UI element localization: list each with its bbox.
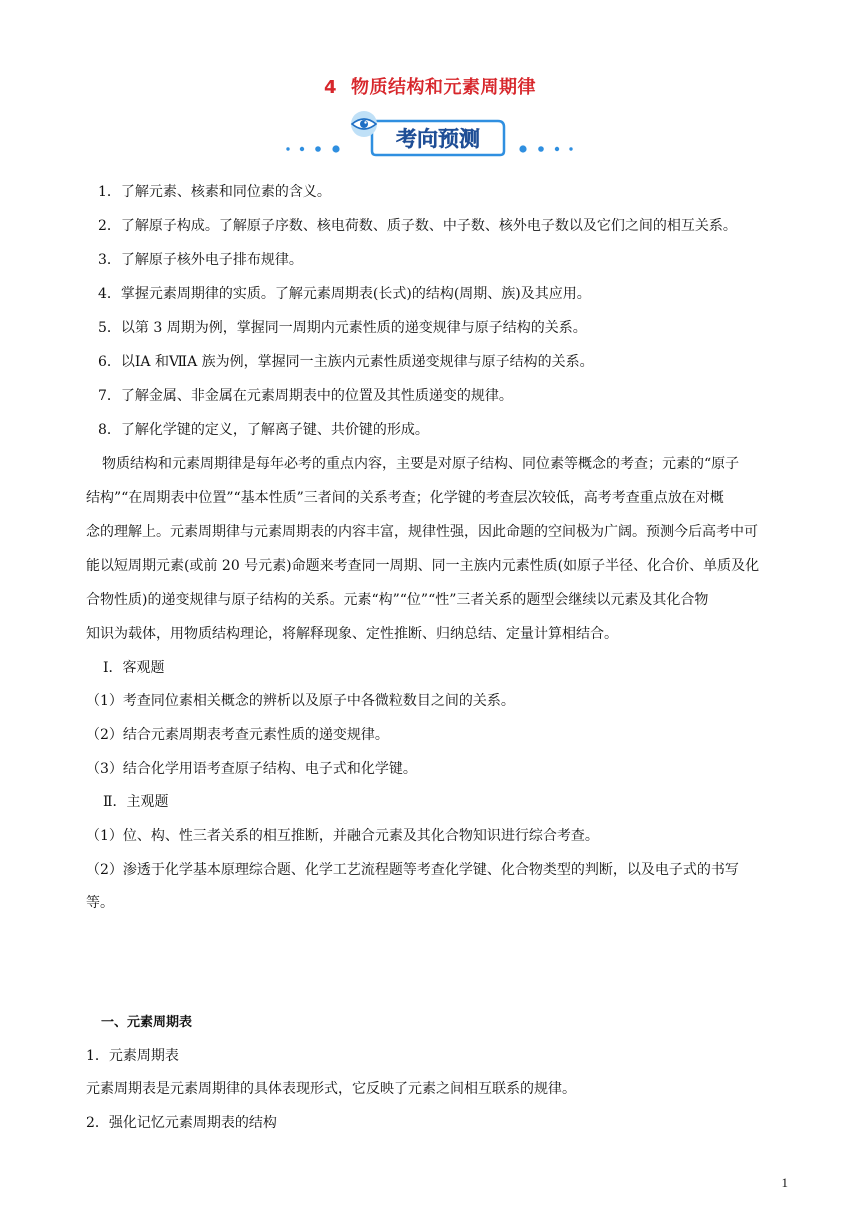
section-heading: 一、元素周期表 — [101, 1015, 193, 1030]
subjective-question-item: （1）位、构、性三者关系的相互推断，并融合元素及其化合物知识进行综合考查。 — [86, 828, 599, 844]
objective-item: 1．了解元素、核素和同位素的含义。 — [98, 184, 331, 200]
eye-icon — [351, 111, 377, 137]
subjective-question-item: （2）渗透于化学基本原理综合题、化学工艺流程题等考查化学键、化合物类型的判断，以及电子式的书写 — [86, 862, 739, 878]
page-number: 1 — [781, 1175, 788, 1190]
analysis-line: 能以短周期元素(或前 20 号元素)命题来考查同一周期、同一主族内元素性质(如原子半径、化合价、单质及化 — [86, 558, 760, 574]
subsection-heading: 1．元素周期表 — [86, 1048, 179, 1064]
analysis-line: 知识为载体，用物质结构理论，将解释现象、定性推断、归纳总结、定量计算相结合。 — [86, 626, 618, 642]
page-title — [0, 73, 860, 99]
objective-question-item: （1）考查同位素相关概念的辨析以及原子中各微粒数目之间的关系。 — [86, 693, 515, 709]
banner-label: 考向预测 — [396, 127, 480, 151]
chapter-title: 物质结构和元素周期律 — [351, 77, 537, 98]
section-banner — [280, 110, 580, 160]
objective-item: 6．以ⅠA 和ⅦA 族为例，掌握同一主族内元素性质递变规律与原子结构的关系。 — [98, 354, 594, 370]
subjective-questions-heading: Ⅱ．主观题 — [103, 794, 169, 810]
chapter-number: 4 — [323, 77, 338, 98]
analysis-line: 合物性质)的递变规律与原子结构的关系。元素“构”“位”“性”三者关系的题型会继续以元素及其化合物 — [86, 592, 709, 608]
objective-item: 2．了解原子构成。了解原子序数、核电荷数、质子数、中子数、核外电子数以及它们之间的相互关系。 — [98, 218, 737, 234]
subjective-question-item: 等。 — [86, 895, 114, 911]
dots-right — [519, 145, 572, 152]
objective-question-item: （2）结合元素周期表考查元素性质的递变规律。 — [86, 727, 389, 743]
analysis-line: 物质结构和元素周期律是每年必考的重点内容，主要是对原子结构、同位素等概念的考查；元素的“原子 — [102, 456, 740, 472]
objective-questions-heading: Ⅰ．客观题 — [103, 660, 165, 676]
objective-item: 4．掌握元素周期律的实质。了解元素周期表(长式)的结构(周期、族)及其应用。 — [98, 286, 591, 302]
objective-item: 3．了解原子核外电子排布规律。 — [98, 252, 303, 268]
objective-item: 7．了解金属、非金属在元素周期表中的位置及其性质递变的规律。 — [98, 388, 513, 404]
analysis-line: 结构”“在周期表中位置”“基本性质”三者间的关系考查；化学键的考查层次较低，高考考查重点放在对概 — [86, 490, 724, 506]
objective-item: 5．以第 3 周期为例，掌握同一周期内元素性质的递变规律与原子结构的关系。 — [98, 320, 587, 336]
objective-question-item: （3）结合化学用语考查原子结构、电子式和化学键。 — [86, 761, 417, 777]
subsection-text: 元素周期表是元素周期律的具体表现形式，它反映了元素之间相互联系的规律。 — [86, 1081, 576, 1097]
subsection-heading: 2．强化记忆元素周期表的结构 — [86, 1115, 277, 1131]
dots-left — [286, 145, 339, 152]
objective-item: 8．了解化学键的定义，了解离子键、共价键的形成。 — [98, 422, 429, 438]
analysis-line: 念的理解上。元素周期律与元素周期表的内容丰富，规律性强，因此命题的空间极为广阔。预测今后高考中可 — [86, 524, 758, 540]
